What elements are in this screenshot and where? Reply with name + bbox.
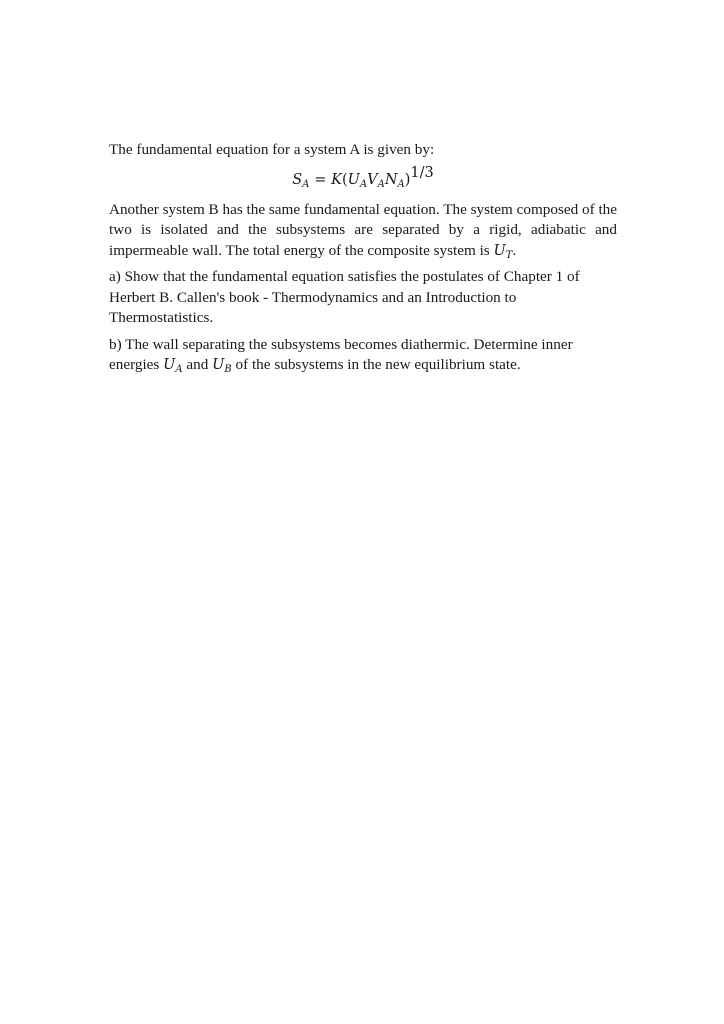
eq-s-subscript: A <box>302 178 310 190</box>
eq-n-symbol: N <box>384 171 398 188</box>
document-page <box>109 140 617 382</box>
eq-k: K <box>331 171 342 188</box>
ub-letter: U <box>212 357 225 373</box>
eq-s-symbol: S <box>292 171 303 188</box>
paragraph-system-b-end: . <box>512 241 517 259</box>
part-b <box>109 335 617 376</box>
paragraph-system-b <box>109 200 617 262</box>
eq-u-subscript: A <box>359 178 368 190</box>
eq-v-symbol: V <box>367 171 378 188</box>
paragraph-system-b-text: Another system B has the same fundamental equation. The system composed of the two is isolated and the subsystems are separated by a rigid, adiabatic and impermeable wall. The total energy of the composite system is <box>109 200 617 259</box>
intro-text: The fundamental equation for a system A is given by: <box>109 141 435 158</box>
eq-n <box>385 172 405 188</box>
eq-u-symbol: U <box>347 171 360 188</box>
eq-u <box>348 172 367 188</box>
ua-subscript: A <box>175 364 183 375</box>
fundamental-equation <box>109 164 617 191</box>
eq-lhs <box>292 172 309 188</box>
ub-subscript: B <box>224 364 232 375</box>
eq-n-subscript: A <box>397 178 405 190</box>
eq-close-paren: ) <box>404 171 411 188</box>
ut-letter: U <box>493 242 506 259</box>
part-b-text-after: of the subsystems in the new equilibrium state. <box>231 356 521 373</box>
eq-v-subscript: A <box>377 178 385 190</box>
part-b-text-before: b) The wall separating the subsystems becomes diathermic. Determine inner energies <box>109 335 573 373</box>
eq-exponent: 1/3 <box>410 164 434 181</box>
ua-symbol <box>163 357 182 373</box>
eq-v <box>367 172 385 188</box>
eq-open-paren: ( <box>341 171 348 188</box>
ut-symbol <box>494 243 513 259</box>
ua-letter: U <box>163 357 176 373</box>
ub-symbol <box>212 357 232 373</box>
part-b-and: and <box>182 356 213 373</box>
eq-equals: = <box>314 171 327 188</box>
ut-subscript: T <box>505 249 513 261</box>
part-a-text: a) Show that the fundamental equation satisfies the postulates of Chapter 1 of Herbert B. Callen's book - Thermodynamics and an Introduction to Thermostatistics. <box>109 268 580 326</box>
